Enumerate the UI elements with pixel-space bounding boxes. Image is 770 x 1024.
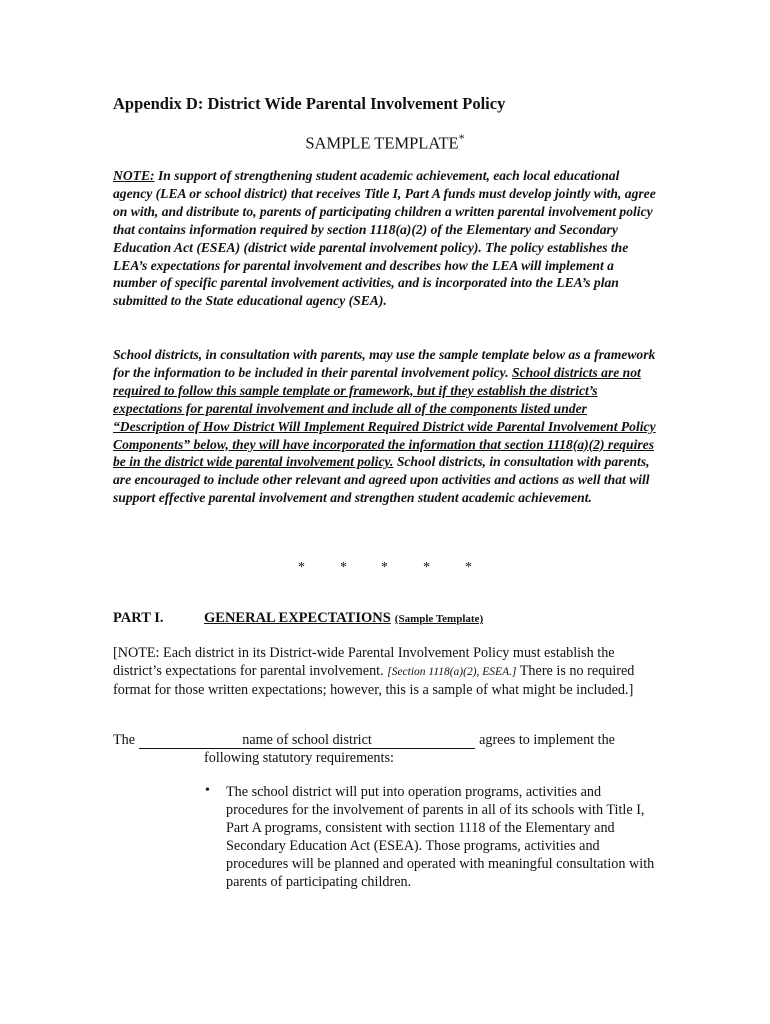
- sd-rest: School districts, in consultation with parents, are encouraged to include other relevant and agreed upon activities and actions as well that will support effective parental involvement and strengthen student academic achievement.: [113, 454, 650, 506]
- note-label: NOTE:: [113, 168, 155, 183]
- bracket-note-text2: There is no required format for those written expectations; however, this is a sample of what might be included.]: [113, 663, 635, 698]
- note-paragraph: [113, 167, 658, 310]
- note-text: In support of strengthening student academic achievement, each local educational agency (LEA or school district) that receives Title I, Part A funds must develop jointly with, agree on with, and distribute to, parents of participating children a written parental involvement policy that contains information required by section 1118(a)(2) of the Elementary and Secondary Education Act (ESEA) (district wide parental involvement policy). The policy establishes the LEA’s expectations for parental involvement and describes how the LEA will implement a number of specific parental involvement activities, and is incorporated into the LEA’s plan submitted to the State educational agency (SEA).: [113, 168, 656, 309]
- separator-star: *: [298, 560, 305, 575]
- document-title: Appendix D: District Wide Parental Involvement Policy: [113, 94, 506, 113]
- agreement-suffix: agrees to implement the: [479, 732, 615, 748]
- school-district-name-blank[interactable]: name of school district: [139, 732, 475, 749]
- separator-star: *: [465, 560, 472, 575]
- agreement-line: [113, 731, 615, 749]
- subtitle-asterisk: *: [458, 131, 465, 145]
- sd-intro: School districts, in consultation with parents, may use the sample template below as a framework for the information to be included in their parental involvement policy.: [113, 347, 656, 380]
- part-heading-text: GENERAL EXPECTATIONS: [204, 610, 391, 626]
- bullet-text: The school district will put into operation programs, activities and procedures for the involvement of parents in all of its schools with Title I, Part A programs, consistent with section 1118 of the Elementary and Secondary Education Act (ESEA). Those programs, activities and procedures will be planned and operated with meaningful consultation with parents of participating children.: [226, 784, 655, 890]
- bullet-marker: •: [205, 783, 210, 798]
- subtitle-text: SAMPLE TEMPLATE: [305, 133, 459, 153]
- document-subtitle: [0, 131, 770, 154]
- bracket-note: [113, 644, 658, 699]
- part-heading-sample: (Sample Template): [394, 613, 484, 625]
- sd-underlined: School districts are not required to follow this sample template or framework, but if they establish the district’s expectations for parental involvement and include all of the components listed under “Description of How District Will Implement Required District wide Parental Involvement Policy Components” below, they will have incorporated the information that section 1118(a)(2) requires be in the district wide parental involvement policy.: [113, 364, 656, 470]
- agreement-line2: following statutory requirements:: [204, 750, 394, 766]
- separator-star: *: [423, 560, 430, 575]
- bracket-note-citation: [Section 1118(a)(2), ESEA.]: [387, 666, 517, 678]
- part-number: PART I.: [113, 610, 164, 626]
- part-heading: [204, 610, 483, 627]
- bracket-note-text1: [NOTE: Each district in its District-wide Parental Involvement Policy must establish the district’s expectations for parental involvement.: [113, 645, 615, 679]
- separator-star: *: [381, 560, 388, 575]
- school-districts-paragraph: [113, 346, 658, 507]
- agreement-prefix: The: [113, 732, 136, 748]
- separator-star: *: [340, 560, 347, 575]
